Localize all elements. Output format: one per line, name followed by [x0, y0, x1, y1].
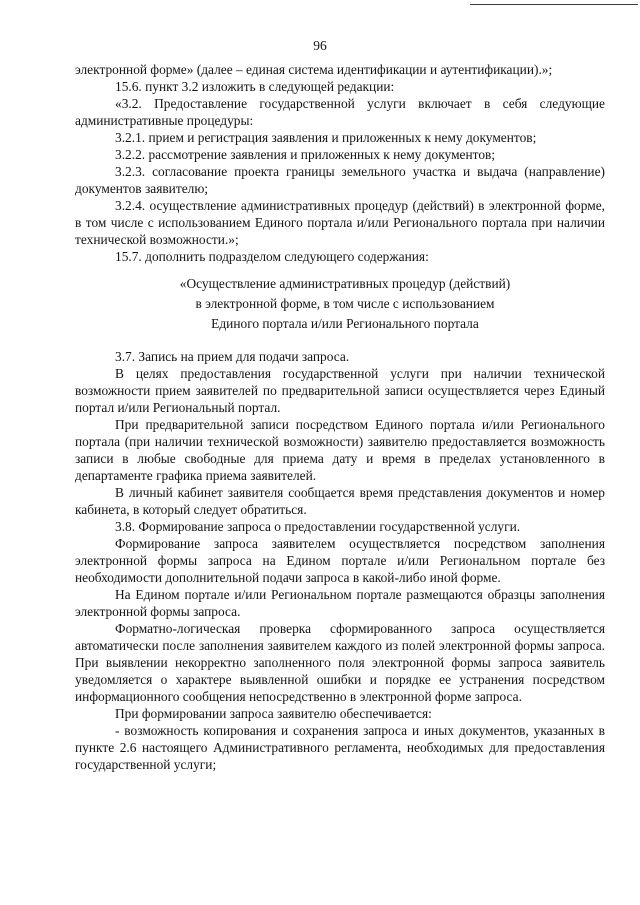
paragraph-item-3-2-2: 3.2.2. рассмотрение заявления и приложенных к нему документов; — [115, 147, 496, 162]
paragraph-item-3-2-1: 3.2.1. прием и регистрация заявления и приложенных к нему документов; — [115, 130, 537, 145]
paragraph-item-3-8: 3.8. Формирование запроса о предоставлении государственной услуги. — [115, 519, 521, 534]
paragraph-text: При предварительной записи посредством Единого портала и/или Регионального портала (при наличии технической возможности) заявителю предоставляется возможность записи в любые свободные для приема дату и время в пределах установленного в департаменте графика приема заявителей. — [75, 417, 605, 483]
paragraph-continuation: электронной форме» (далее – единая система идентификации и аутентификации).»; — [75, 62, 553, 77]
spacer — [75, 265, 605, 274]
paragraph-text: В целях предоставления государственной услуги при наличии технической возможности прием заявителей по предварительной записи осуществляется через Единый портал и/или Региональный портал. — [75, 366, 605, 415]
document-body — [75, 61, 605, 773]
paragraph-text: В личный кабинет заявителя сообщается время представления документов и номер кабинета, в который следует обратиться. — [75, 485, 605, 517]
paragraph-item-3-2-3: 3.2.3. согласование проекта границы земельного участка и выдача (направление) документов заявителю; — [75, 164, 605, 196]
paragraph-text: На Едином портале и/или Региональном портале размещаются образцы заполнения электронной формы запроса. — [75, 587, 605, 619]
heading-line-3: Единого портала и/или Регионального портала — [211, 316, 479, 331]
paragraph-item-15-6: 15.6. пункт 3.2 изложить в следующей редакции: — [115, 79, 395, 94]
paragraph-item-15-7: 15.7. дополнить подразделом следующего содержания: — [115, 249, 429, 264]
paragraph-text: Форматно-логическая проверка сформированного запроса осуществляется автоматически после заполнения заявителем каждого из полей электронной формы запроса. При выявлении некорректно заполненного поля электронной формы запроса заявитель уведомляется о характере выявленной ошибки и порядке ее устранения посредством информационного сообщения непосредственно в электронной форме запроса. — [75, 621, 605, 704]
page-number: 96 — [313, 38, 327, 53]
paragraph-item-3-2-4: 3.2.4. осуществление административных процедур (действий) в электронной форме, в том числе с использованием Единого портала и/или Регионального портала при наличии технической возможности.»; — [75, 198, 605, 247]
paragraph-item-3-2: «3.2. Предоставление государственной услуги включает в себя следующие административные процедуры: — [75, 96, 605, 128]
spacer — [75, 334, 605, 348]
paragraph-list-item: - возможность копирования и сохранения запроса и иных документов, указанных в пункте 2.6 настоящего Административного регламента, необходимых для предоставления государственной услуги; — [75, 723, 605, 772]
paragraph-item-3-7: 3.7. Запись на прием для подачи запроса. — [115, 349, 350, 364]
subsection-heading — [75, 274, 605, 334]
heading-line-1: «Осуществление административных процедур (действий) — [179, 276, 511, 291]
paragraph-text: При формировании запроса заявителю обеспечивается: — [115, 706, 432, 721]
scan-edge-line — [470, 4, 638, 5]
heading-line-2: в электронной форме, в том числе с использованием — [195, 296, 495, 311]
paragraph-text: Формирование запроса заявителем осуществляется посредством заполнения электронной формы запроса на Едином портале и/или Региональном портале без необходимости дополнительной подачи запроса в какой-либо иной форме. — [75, 536, 605, 585]
